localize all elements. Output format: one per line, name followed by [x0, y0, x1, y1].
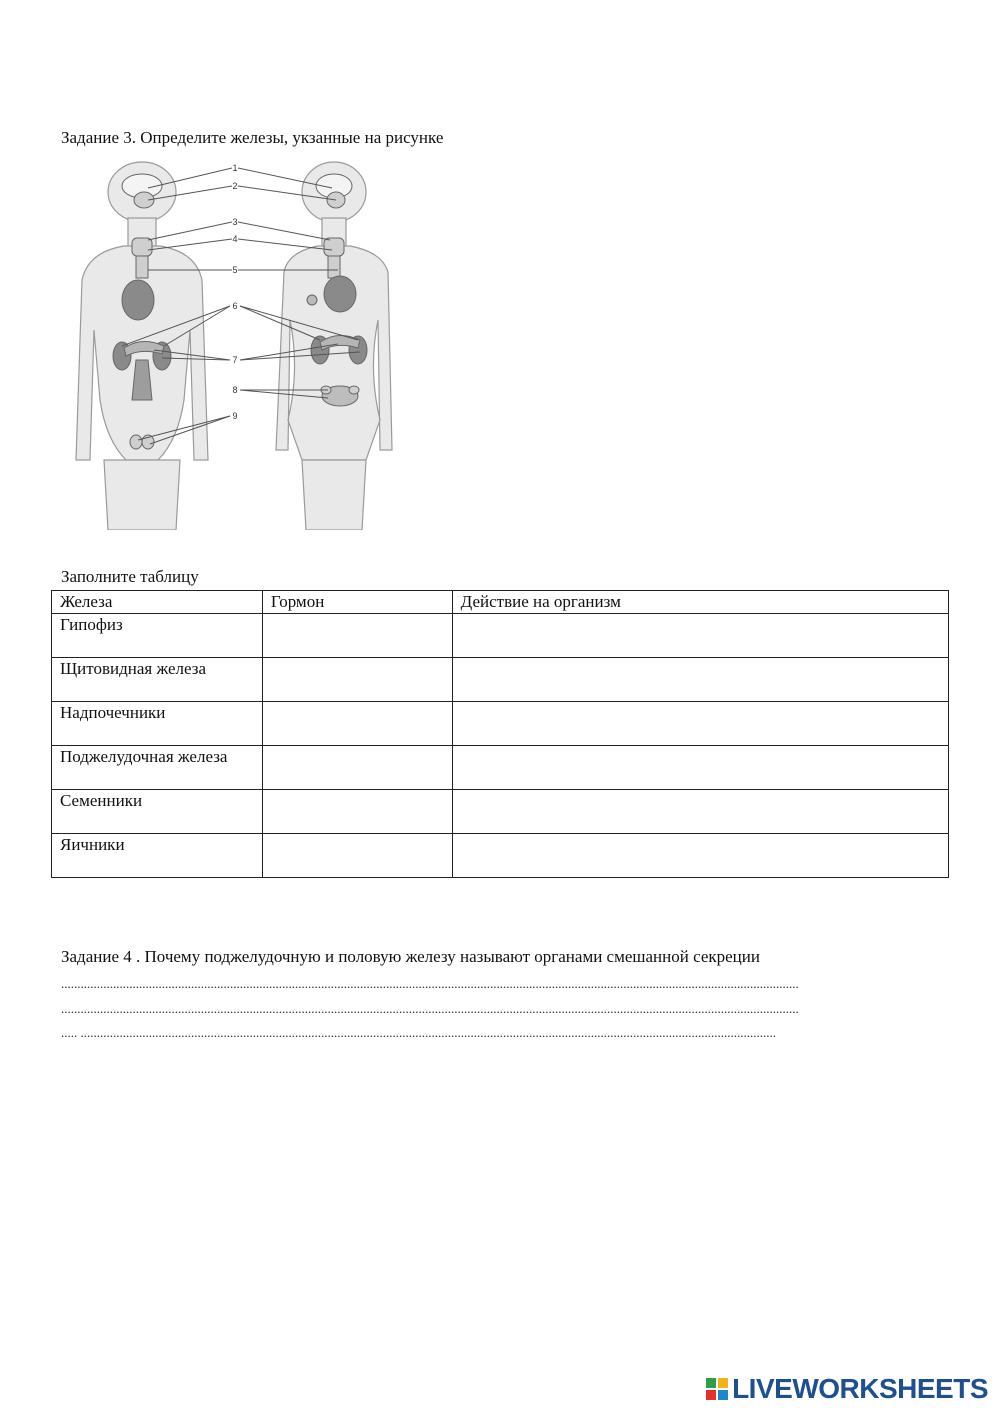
glands-table [51, 590, 949, 878]
task4-question: Задание 4 . Почему поджелудочную и половую железу называют органами смешанной секреции [61, 947, 760, 966]
figure-label-3: 3 [232, 217, 238, 227]
table-title: Заполните таблицу [61, 567, 199, 586]
table-row [52, 702, 949, 746]
gland-name: Семенники [52, 790, 263, 834]
table-header-row [52, 591, 949, 614]
figure-label-5: 5 [232, 265, 238, 275]
liveworksheets-logo-icon [706, 1378, 728, 1400]
table-row [52, 614, 949, 658]
hormone-cell[interactable] [262, 746, 452, 790]
table-row [52, 790, 949, 834]
figure-label-2: 2 [232, 181, 238, 191]
gland-name: Яичники [52, 834, 263, 878]
female-legs [302, 460, 366, 530]
gland-name: Поджелудочная железа [52, 746, 263, 790]
hormone-cell[interactable] [262, 614, 452, 658]
gland-name: Гипофиз [52, 614, 263, 658]
hormone-cell[interactable] [262, 702, 452, 746]
figure-label-4: 4 [232, 234, 238, 244]
figure-label-7: 7 [232, 355, 238, 365]
effect-cell[interactable] [452, 702, 948, 746]
figure-label-8: 8 [232, 385, 238, 395]
figure-label-9: 9 [232, 411, 238, 421]
gland-name: Щитовидная железа [52, 658, 263, 702]
figure-label-1: 1 [232, 163, 238, 173]
liveworksheets-logo-text: LIVEWORKSHEETS [732, 1373, 988, 1404]
table-row [52, 834, 949, 878]
effect-cell[interactable] [452, 790, 948, 834]
male-legs [104, 460, 180, 530]
task3-title: Задание 3. Определите железы, укзанные на рисунке [61, 128, 444, 147]
header-gland: Железа [52, 591, 263, 614]
effect-cell[interactable] [452, 658, 948, 702]
figure-label-6: 6 [232, 301, 238, 311]
endocrine-glands-figure [62, 160, 412, 530]
hormone-cell[interactable] [262, 834, 452, 878]
liveworksheets-logo [706, 1373, 988, 1405]
hormone-cell[interactable] [262, 790, 452, 834]
table-row [52, 746, 949, 790]
table-row [52, 658, 949, 702]
answer-line-3[interactable]: ..... ...................................................................................................................................................................................................................... [61, 1025, 776, 1040]
header-effect: Действие на организм [452, 591, 948, 614]
gland-name: Надпочечники [52, 702, 263, 746]
header-hormone: Гормон [262, 591, 452, 614]
effect-cell[interactable] [452, 834, 948, 878]
answer-line-1[interactable]: ................................................................................................................................................................................................................................... [61, 976, 799, 991]
effect-cell[interactable] [452, 614, 948, 658]
effect-cell[interactable] [452, 746, 948, 790]
answer-line-2[interactable]: ................................................................................................................................................................................................................................... [61, 1001, 799, 1016]
hormone-cell[interactable] [262, 658, 452, 702]
